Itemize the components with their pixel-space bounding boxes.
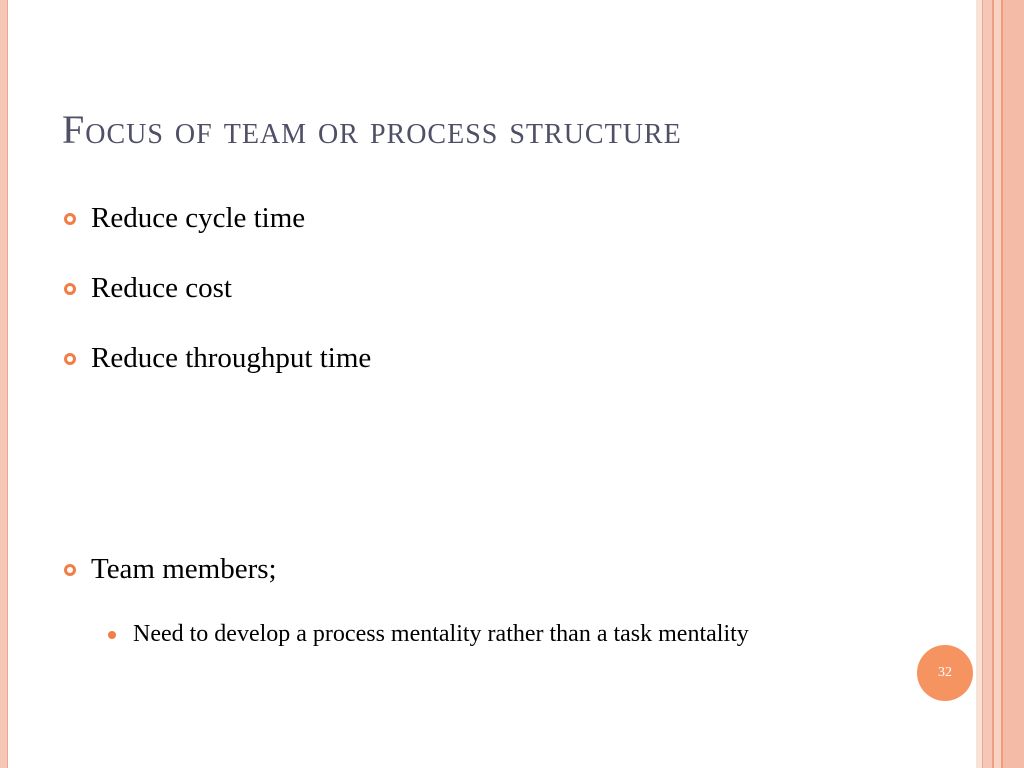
left-border-decoration	[0, 0, 7, 768]
bullet-item	[64, 202, 305, 235]
bullet-item	[64, 272, 232, 305]
page-number: 32	[938, 665, 952, 680]
bullet-text: Team members;	[91, 553, 277, 585]
bullet-text: Reduce cost	[91, 272, 232, 304]
page-number-badge	[917, 645, 973, 701]
slide-title: Focus of team or process structure	[62, 107, 682, 152]
bullet-item	[64, 553, 277, 586]
ring-bullet-icon	[64, 564, 76, 576]
sub-bullet-item	[108, 616, 828, 661]
ring-bullet-icon	[64, 213, 76, 225]
sub-bullet-text: Need to develop a process mentality rather than a task mentality	[133, 621, 749, 647]
ring-bullet-icon	[64, 283, 76, 295]
bullet-text: Reduce throughput time	[91, 342, 372, 374]
dot-bullet-icon	[108, 631, 116, 639]
bullet-text: Reduce cycle time	[91, 202, 306, 234]
bullet-item	[64, 342, 371, 375]
right-border-decoration	[976, 0, 1024, 768]
ring-bullet-icon	[64, 353, 76, 365]
